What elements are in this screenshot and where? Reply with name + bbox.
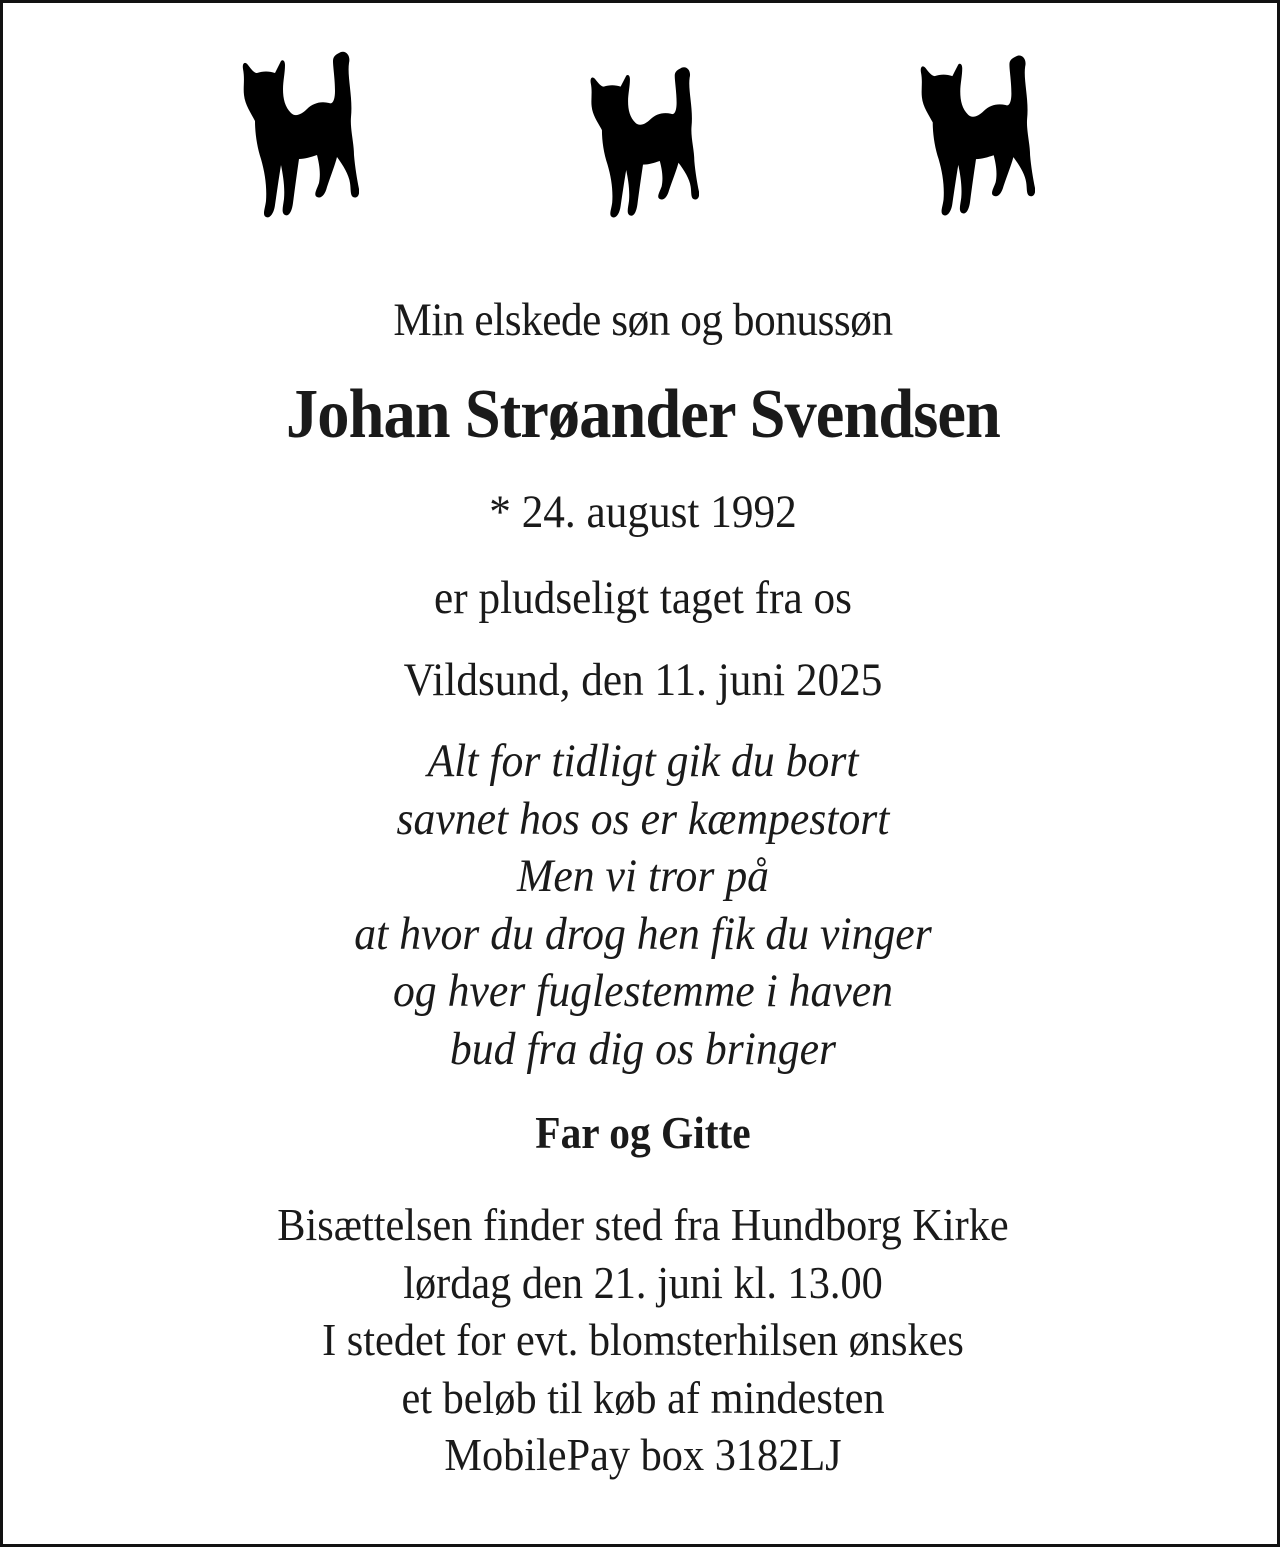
info-line: Bisættelsen finder sted fra Hundborg Kirke — [277, 1199, 1009, 1250]
memorial-poem — [48, 733, 1238, 1078]
cat-silhouette-icon — [239, 47, 359, 219]
place-and-date: Vildsund, den 11. juni 2025 — [403, 654, 883, 706]
poem-line: Men vi tror på — [516, 850, 770, 902]
poem-line: at hvor du drog hen fik du vinger — [354, 907, 932, 960]
intro-text: Min elskede søn og bonussøn — [393, 294, 893, 346]
cat-silhouette-icon — [587, 63, 699, 219]
info-line: et beløb til køb af mindesten — [401, 1371, 885, 1423]
cat-silhouette-icon — [917, 51, 1035, 217]
poem-line: og hver fuglestemme i haven — [392, 965, 894, 1017]
poem-line: bud fra dig os bringer — [449, 1022, 837, 1075]
deceased-name: Johan Strøander Svendsen — [286, 376, 1000, 453]
info-line: lørdag den 21. juni kl. 13.00 — [403, 1256, 883, 1308]
signature: Far og Gitte — [535, 1108, 751, 1158]
birth-date: * 24. august 1992 — [489, 486, 797, 538]
poem-line: Alt for tidligt gik du bort — [427, 735, 859, 787]
poem-line: savnet hos os er kæmpestort — [396, 792, 890, 845]
passing-text: er pludseligt taget fra os — [434, 572, 852, 624]
funeral-info — [54, 1196, 1232, 1484]
info-line: MobilePay box 3182LJ — [444, 1429, 842, 1480]
info-line: I stedet for evt. blomsterhilsen ønskes — [322, 1314, 964, 1365]
